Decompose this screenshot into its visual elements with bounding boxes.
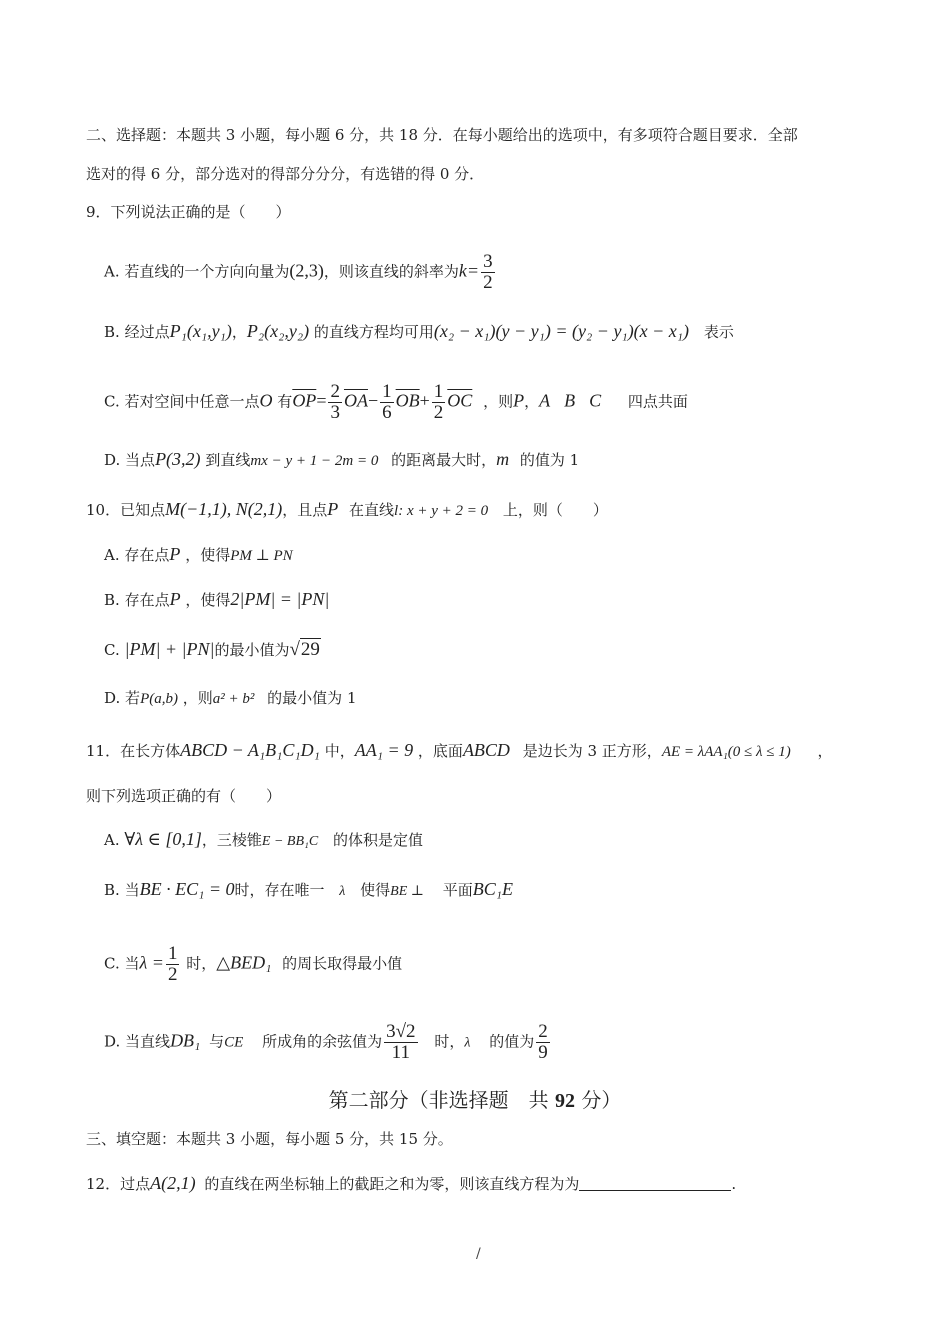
math-lambda: λ =	[139, 952, 164, 973]
text: 表示	[703, 323, 734, 341]
fraction	[384, 1022, 417, 1063]
fraction	[481, 252, 495, 293]
fraction	[380, 382, 394, 423]
text: 的最小值为	[214, 641, 290, 659]
math-vector: (2,3)	[289, 260, 324, 281]
text: 的距离最大时，	[391, 451, 497, 469]
text: ，底面	[417, 742, 463, 760]
math-vector: AE = λAA₁(0 ≤ λ ≤ 1)	[661, 744, 791, 760]
fraction-denominator: 11	[391, 1041, 410, 1063]
fraction	[166, 944, 180, 985]
text: 在直线	[349, 501, 395, 519]
text: 的直线在两坐标轴上的截距之和为零，则该直线方程为为	[204, 1175, 580, 1193]
q10-option-a	[104, 545, 293, 564]
heading-text: 分）	[575, 1088, 622, 1112]
option-label: B.	[104, 323, 120, 341]
fraction-numerator: 2	[538, 1021, 548, 1042]
math-p: P	[169, 544, 181, 564]
q9-option-a	[104, 252, 497, 293]
math-pyramid: E − BB₁C	[261, 834, 319, 849]
q11-option-c	[104, 944, 402, 985]
text: ，	[231, 323, 247, 341]
text: ，三棱锥	[201, 831, 262, 849]
text: 的直线方程均可用	[313, 323, 434, 341]
math-point-p2: P₂(x₂,y₂)	[246, 321, 310, 341]
math-point: P(3,2)	[155, 449, 201, 469]
vector-ob: $\overline{OB}$	[395, 390, 420, 411]
text: 的最小值为 1	[267, 689, 357, 707]
option-label: A.	[104, 546, 120, 564]
text: 的值为	[489, 1032, 535, 1051]
text: 12．过点	[86, 1175, 151, 1193]
math-eq: =	[316, 390, 327, 411]
text: ，	[817, 742, 833, 760]
q11-option-a	[104, 830, 423, 849]
math-lambda: λ	[464, 1035, 471, 1051]
math-expr: BE · EC₁ = 0	[139, 879, 235, 899]
fraction-numerator: 2	[330, 381, 340, 402]
text: ，使得	[185, 546, 231, 564]
sqrt: √29	[289, 639, 320, 660]
fraction-numerator: 3√2	[386, 1021, 416, 1042]
page-footer-mark: /	[476, 1246, 481, 1262]
q9-stem: 9．下列说法正确的是（ ）	[86, 203, 291, 221]
text: 当	[124, 881, 140, 899]
text: 当	[124, 954, 140, 973]
math-aa1: AA₁ = 9	[354, 740, 414, 760]
math-point: P(a,b)	[140, 691, 178, 707]
math-point-p1: P₁(x₁,y₁)	[169, 321, 232, 341]
text: .	[731, 1175, 737, 1193]
text: 若直线的一个方向向量为	[124, 262, 290, 281]
math-expr: PM ⊥ PN	[230, 548, 293, 564]
text: 存在点	[124, 591, 170, 609]
math-plane: BC₁E	[472, 879, 514, 899]
option-label: C.	[104, 954, 120, 973]
math-expr: ∀λ ∈ [0,1]	[124, 829, 202, 849]
fraction-denominator: 2	[433, 401, 444, 423]
text: 四点共面	[627, 392, 688, 411]
section3-instructions: 三、填空题：本题共 3 小题，每小题 5 分，共 15 分。	[86, 1130, 453, 1148]
fraction-numerator: 1	[167, 943, 178, 964]
option-label: A.	[104, 831, 120, 849]
heading-text: 第二部分（非选择题 共	[328, 1088, 555, 1112]
part2-heading	[0, 1084, 950, 1113]
text: 的值为 1	[519, 451, 580, 469]
sqrt-radicand: 29	[300, 639, 320, 660]
text: 11．在长方体	[86, 742, 181, 760]
text: 的周长取得最小值	[282, 954, 403, 973]
text: 经过点	[124, 323, 170, 341]
math-o: O	[259, 390, 273, 411]
text: 所成角的余弦值为	[262, 1032, 383, 1051]
q11-option-b	[104, 880, 513, 899]
text: 10．已知点	[86, 501, 166, 519]
text: 有	[277, 392, 293, 411]
fraction-denominator: 9	[538, 1041, 548, 1063]
text: ，使得	[185, 591, 231, 609]
text: 时，	[434, 1032, 465, 1051]
math-perp: BE ⊥	[390, 884, 424, 899]
q9-option-b	[104, 322, 734, 340]
vector-oc: $\overline{OC}$	[447, 390, 473, 411]
heading-score: 92	[555, 1090, 575, 1112]
vector-oa: $\overline{OA}$	[343, 390, 368, 411]
fraction-numerator: 1	[382, 381, 392, 402]
math-b: B	[564, 390, 576, 411]
math-m: m	[496, 449, 510, 469]
text: 上，则（ ）	[502, 501, 608, 519]
fraction	[536, 1022, 550, 1063]
fraction	[432, 382, 446, 423]
q9-option-c: C. 若对空间中任意一点O 有$\overline{OP}=$ $\frac{2}{3}$ $\overline{OA}-$ $\frac{1}{6}$ $\overline{OB}+$ $\frac{1}{2}$ $\overline{OC}$ ，则P，A B C 四点共面	[104, 381, 688, 423]
text: 当直线	[125, 1032, 171, 1051]
option-label: D.	[104, 451, 121, 469]
text: 存在点	[124, 546, 170, 564]
math-expr: 2|PM| = |PN|	[230, 589, 330, 609]
math-p: P	[513, 390, 525, 411]
math-points: M(−1,1), N(2,1)	[165, 499, 283, 519]
q12-stem	[86, 1174, 736, 1192]
math-triangle: △BED₁	[216, 952, 272, 973]
fraction-numerator: 3	[483, 251, 493, 272]
text: 的体积是定值	[333, 831, 424, 849]
answer-blank[interactable]	[579, 1176, 731, 1191]
option-label: C.	[104, 392, 120, 411]
text: 到直线	[205, 451, 251, 469]
option-label: C.	[104, 641, 120, 659]
fraction-denominator: 3	[330, 401, 340, 423]
math-expr: a² + b²	[212, 691, 255, 707]
text: 使得	[360, 881, 391, 899]
math-p: P	[169, 589, 181, 609]
fraction-denominator: 2	[167, 963, 178, 985]
option-label: B.	[104, 881, 120, 899]
math-solid: ABCD − A₁B₁C₁D₁	[180, 740, 320, 760]
text: 当点	[125, 451, 156, 469]
math-line: mx − y + 1 − 2m = 0	[250, 453, 379, 469]
text: ，则	[182, 689, 213, 707]
fraction-denominator: 2	[483, 271, 493, 293]
fraction-denominator: 6	[382, 401, 392, 423]
option-label: B.	[104, 591, 120, 609]
math-p: P	[327, 499, 339, 519]
text: 中，	[324, 742, 355, 760]
text: 平面	[442, 881, 473, 899]
math-expr: |PM| + |PN|	[124, 639, 215, 659]
math-base: ABCD	[462, 740, 510, 760]
q9-option-d	[104, 450, 579, 469]
text: ，则	[483, 392, 514, 411]
section2-instructions-line1: 二、选择题：本题共 3 小题，每小题 6 分，共 18 分．在每小题给出的选项中，有多项符合题目要求．全部	[86, 126, 798, 144]
option-label: D.	[104, 689, 121, 707]
math-line-db1: DB₁	[170, 1030, 201, 1051]
math-line-ce: CE	[224, 1034, 244, 1051]
vector-op: $\overline{OP}$	[292, 390, 317, 411]
math-k: k=	[458, 260, 480, 281]
text: 与	[209, 1032, 225, 1051]
text: ，则该直线的斜率为	[323, 262, 459, 281]
option-label: D.	[104, 1032, 121, 1051]
q10-option-c	[104, 640, 321, 659]
math-line-equation: (x₂ − x₁)(y − y₁) = (y₂ − y₁)(x − x₁)	[433, 321, 690, 341]
math-minus: −	[367, 390, 379, 411]
text: 若	[125, 689, 141, 707]
text: 时，存在唯一	[234, 881, 325, 899]
q10-option-d	[104, 691, 356, 707]
text: ，且点	[282, 501, 328, 519]
q11-option-d	[104, 1022, 552, 1063]
section2-instructions-line2: 选对的得 6 分，部分选对的得部分分分，有选错的得 0 分．	[86, 165, 485, 183]
q11-stem-line1	[86, 741, 833, 760]
fraction-numerator: 1	[433, 381, 444, 402]
math-point: A(2,1)	[150, 1173, 196, 1193]
text: 若对空间中任意一点	[124, 392, 260, 411]
math-line: l: x + y + 2 = 0	[394, 503, 489, 519]
text: 是边长为 3 正方形，	[522, 742, 662, 760]
option-label: A.	[104, 262, 120, 281]
fraction	[328, 382, 342, 423]
q11-stem-line2: 则下列选项正确的有（ ）	[86, 787, 282, 805]
math-plus: +	[419, 390, 430, 411]
math-a: A	[539, 390, 551, 411]
q10-option-b	[104, 590, 329, 608]
math-c: C	[589, 390, 602, 411]
q10-stem	[86, 500, 608, 519]
text: 时，	[186, 954, 217, 973]
math-lambda: λ	[339, 884, 346, 899]
